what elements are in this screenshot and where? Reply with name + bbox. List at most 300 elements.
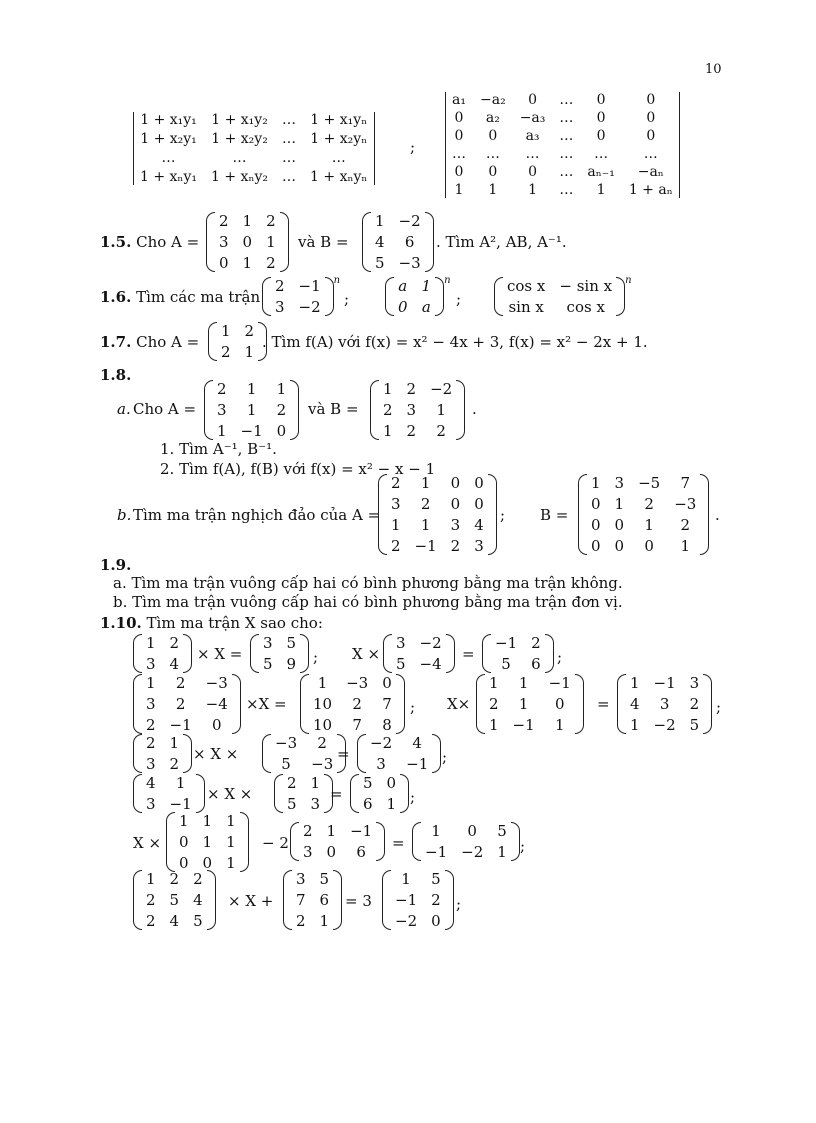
matrix-entry: 0	[591, 537, 601, 555]
matrix-entry: …	[559, 146, 574, 162]
matrix-entry: sin x	[508, 298, 544, 316]
eq4-right	[617, 674, 712, 734]
matrix-entry: …	[282, 131, 297, 147]
eq6-a	[133, 774, 205, 813]
matrix-entry: 6	[404, 233, 415, 251]
matrix-entry: 0	[179, 833, 189, 851]
matrix-entry: 0	[614, 537, 625, 555]
matrix-entry: 4	[412, 734, 422, 752]
matrix-entry: …	[525, 146, 540, 162]
problem-text: b. Tìm ma trận vuông cấp hai có bình phương bằng ma trận đơn vị.	[113, 593, 623, 611]
eq8-a	[133, 870, 216, 930]
matrix-entry: 1	[202, 833, 213, 851]
matrix-entry: 1	[317, 674, 328, 692]
matrix-entry: 2	[287, 774, 297, 792]
matrix-entry: 1	[169, 734, 180, 752]
problem-1-5-label: 1.5.	[100, 233, 132, 251]
matrix-entry: 2	[436, 422, 446, 440]
problem-text: . Tìm f(A) với f(x) = x² − 4x + 3, f(x) = x² − 2x + 1.	[262, 333, 648, 351]
matrix-entry: 4	[146, 774, 156, 792]
eq2-left	[383, 634, 455, 673]
matrix-entry: 5	[263, 655, 273, 673]
matrix-entry: 1	[276, 380, 287, 398]
matrix-entry: 1	[246, 401, 257, 419]
matrix-entry: 1	[326, 822, 337, 840]
matrix-entry: 5	[286, 634, 297, 652]
matrix-entry: 3	[296, 870, 306, 888]
matrix-entry: 1	[489, 674, 499, 692]
matrix-entry: 0	[474, 495, 484, 513]
eq3-left	[133, 674, 241, 734]
matrix-entry: 0	[202, 854, 213, 872]
matrix-entry: 2	[644, 495, 654, 513]
matrix-entry: 1 + x₁yₙ	[310, 112, 368, 128]
matrix-entry: 2	[276, 401, 287, 419]
eq5-right	[357, 734, 441, 773]
matrix-entry: 2	[317, 734, 327, 752]
matrix-entry: 3	[450, 516, 461, 534]
matrix-entry: 5	[169, 891, 180, 909]
matrix-entry: 2	[680, 516, 691, 534]
matrix-entry: 0	[326, 843, 337, 861]
matrix-entry: 2	[175, 674, 186, 692]
matrix-entry: 5	[363, 774, 373, 792]
problem-text: Cho A =	[133, 400, 197, 418]
matrix-entry: aₙ₋₁	[587, 164, 615, 180]
matrix-entry: 5	[501, 655, 511, 673]
matrix-entry: 1	[179, 812, 189, 830]
matrix-entry: 1 + x₂y₂	[211, 131, 268, 147]
matrix-entry: 5	[193, 912, 203, 930]
matrix-entry: 0	[242, 233, 253, 251]
matrix-entry: 5	[281, 755, 291, 773]
matrix-entry: 0	[398, 298, 408, 316]
problem-text: B =	[540, 506, 569, 524]
matrix-entry: 3	[689, 674, 700, 692]
matrix-entry: cos x	[507, 277, 546, 295]
matrix-entry: 6	[531, 655, 541, 673]
matrix-entry: a₃	[525, 128, 540, 144]
matrix-entry: 2	[219, 212, 229, 230]
matrix-entry: …	[161, 150, 176, 166]
eq1-left	[133, 634, 192, 673]
matrix-entry: 2	[266, 212, 276, 230]
matrix-entry: 1	[217, 422, 227, 440]
matrix-entry: −1	[548, 674, 571, 692]
matrix-m2: a 1 0 a n	[385, 277, 451, 316]
matrix-entry: −5	[638, 474, 661, 492]
matrix-entry: 0	[528, 92, 538, 108]
matrix-entry: 1 + aₙ	[628, 182, 673, 198]
matrix-entry: …	[331, 150, 346, 166]
matrix-entry: 2	[146, 891, 156, 909]
matrix-entry: 6	[319, 891, 330, 909]
matrix-entry: −1	[425, 843, 448, 861]
matrix-entry: −2	[298, 298, 321, 316]
matrix-entry: 5	[375, 254, 385, 272]
matrix-entry: 3	[474, 537, 484, 555]
eq5-b	[262, 734, 346, 773]
matrix-entry: 1	[431, 822, 441, 840]
matrix-entry: −1	[512, 716, 535, 734]
matrix-entry: −4	[419, 655, 442, 673]
matrix-entry: 0	[450, 495, 461, 513]
eq7-right	[412, 822, 520, 861]
matrix-entry: 3	[146, 655, 156, 673]
matrix-b2	[578, 474, 709, 555]
matrix-entry: 2	[406, 380, 417, 398]
matrix-entry: 0	[454, 110, 464, 126]
matrix-entry: −1	[350, 822, 373, 840]
matrix-entry: 0	[591, 495, 601, 513]
matrix-entry: a	[421, 298, 431, 316]
eq2-right	[482, 634, 554, 673]
matrix-entry: 5	[497, 822, 507, 840]
matrix-entry: −a₃	[519, 110, 546, 126]
matrix-entry: 1	[420, 474, 431, 492]
matrix-entry: 1	[146, 634, 156, 652]
matrix-entry: −aₙ	[637, 164, 664, 180]
matrix-entry: 2	[146, 912, 156, 930]
matrix-entry: 1	[226, 812, 236, 830]
matrix-entry: −3	[205, 674, 228, 692]
matrix-entry: 2	[275, 277, 285, 295]
matrix-entry: 3	[396, 634, 406, 652]
matrix-entry: 2	[391, 474, 401, 492]
matrix-entry: …	[559, 110, 574, 126]
eq3-right	[300, 674, 405, 734]
problem-text: Tìm các ma trận	[136, 288, 261, 306]
matrix-entry: 4	[169, 912, 180, 930]
matrix-entry: 0	[211, 716, 222, 734]
matrix-entry: a₂	[485, 110, 500, 126]
matrix-entry: 7	[296, 891, 306, 909]
problem-1-8-label: 1.8.	[100, 366, 132, 384]
matrix-entry: 2	[531, 634, 541, 652]
matrix-entry: …	[452, 146, 466, 162]
matrix-entry: 0	[431, 912, 441, 930]
matrix-entry: 2	[303, 822, 313, 840]
matrix-entry: 3	[263, 634, 273, 652]
matrix-entry: 1 + x₁y₁	[140, 112, 197, 128]
eq1-right	[250, 634, 309, 673]
matrix-entry: …	[232, 150, 247, 166]
matrix-entry: 0	[488, 128, 498, 144]
matrix-entry: 4	[169, 655, 180, 673]
matrix-entry: 2	[169, 755, 180, 773]
matrix-entry: −3	[275, 734, 298, 752]
matrix-entry: …	[282, 112, 297, 128]
matrix-entry: 0	[646, 110, 656, 126]
matrix-entry: 1	[436, 401, 446, 419]
matrix-entry: 5	[319, 870, 330, 888]
matrix-entry: 1	[630, 674, 640, 692]
matrix-entry: 1	[244, 343, 255, 361]
matrix-entry: cos x	[566, 298, 605, 316]
matrix-entry: 1	[383, 422, 393, 440]
matrix-entry: 0	[646, 128, 656, 144]
determinant-2	[445, 92, 680, 198]
matrix-entry: −4	[205, 695, 228, 713]
matrix-entry: 2	[383, 401, 393, 419]
matrix-entry: 4	[375, 233, 385, 251]
matrix-entry: 0	[596, 110, 606, 126]
matrix-m3: cos x − sin x sin x cos x n	[494, 277, 632, 316]
matrix-entry: −1	[169, 795, 192, 813]
matrix-entry: 1 + x₂y₁	[140, 131, 197, 147]
matrix-entry: 3	[310, 795, 321, 813]
matrix-entry: 1	[146, 870, 156, 888]
matrix-a2	[378, 474, 497, 555]
matrix-entry: 0	[219, 254, 229, 272]
matrix-entry: 0	[450, 474, 461, 492]
matrix-entry: 1	[518, 674, 529, 692]
matrix-entry: 2	[169, 634, 180, 652]
matrix-entry: 0	[474, 474, 484, 492]
matrix-a	[208, 322, 267, 361]
matrix-entry: 3	[659, 695, 670, 713]
matrix-entry: 7	[352, 716, 362, 734]
matrix-entry: 2	[296, 912, 306, 930]
problem-text: Cho A =	[136, 233, 200, 251]
matrix-entry: 1	[391, 516, 401, 534]
matrix-entry: −3	[346, 674, 369, 692]
matrix-entry: a	[398, 277, 408, 295]
matrix-entry: 2	[244, 322, 255, 340]
matrix-entry: 1	[266, 233, 276, 251]
matrix-entry: −2	[395, 912, 418, 930]
matrix-entry: 0	[554, 695, 565, 713]
matrix-entry: 0	[591, 516, 601, 534]
matrix-entry: −2	[370, 734, 393, 752]
matrix-entry: 3	[303, 843, 313, 861]
matrix-entry: 3	[391, 495, 401, 513]
matrix-entry: 0	[488, 164, 498, 180]
matrix-entry: −1	[653, 674, 676, 692]
matrix-entry: 2	[450, 537, 461, 555]
matrix-entry: 0	[454, 164, 464, 180]
matrix-entry: 3	[146, 755, 156, 773]
matrix-entry: 2	[489, 695, 499, 713]
matrix-entry: 1	[226, 833, 236, 851]
problem-1-6-label: 1.6.	[100, 288, 132, 306]
matrix-entry: 2	[266, 254, 276, 272]
matrix-entry: −3	[311, 755, 334, 773]
problem-1-7-label: 1.7.	[100, 333, 132, 351]
eq7-a	[166, 812, 249, 872]
matrix-b	[362, 212, 434, 272]
matrix-entry: 0	[179, 854, 189, 872]
matrix-m1: 2 −1 3 −2 n	[262, 277, 340, 316]
matrix-entry: 1	[319, 912, 330, 930]
matrix-entry: 2	[431, 891, 441, 909]
matrix-entry: −a₂	[480, 92, 506, 108]
problem-text: và B =	[298, 233, 349, 251]
matrix-entry: −3	[674, 495, 697, 513]
matrix-entry: 3	[406, 401, 417, 419]
matrix-entry: 1	[454, 182, 464, 198]
matrix-entry: 0	[646, 92, 656, 108]
matrix-entry: …	[485, 146, 500, 162]
matrix-entry: 5	[287, 795, 297, 813]
eq4-left	[476, 674, 584, 734]
matrix-entry: 2	[391, 537, 401, 555]
matrix-entry: 1	[644, 516, 654, 534]
matrix-entry: 3	[217, 401, 227, 419]
matrix-entry: 2	[406, 422, 417, 440]
problem-text: 2. Tìm f(A), f(B) với f(x) = x² − x − 1	[160, 460, 436, 478]
matrix-entry: −2	[653, 716, 676, 734]
matrix-entry: −2	[461, 843, 484, 861]
matrix-entry: 2	[420, 495, 431, 513]
matrix-entry: −1	[240, 422, 263, 440]
matrix-entry: …	[559, 164, 574, 180]
matrix-a	[204, 380, 299, 440]
matrix-entry: 1	[383, 380, 393, 398]
matrix-entry: 10	[313, 716, 333, 734]
matrix-entry: 1 + xₙy₁	[140, 169, 198, 185]
matrix-entry: 3	[146, 695, 156, 713]
matrix-entry: 0	[382, 674, 392, 692]
eq6-b	[274, 774, 333, 813]
matrix-entry: 3	[275, 298, 285, 316]
matrix-entry: …	[282, 169, 297, 185]
matrix-entry: 2	[217, 380, 227, 398]
matrix-entry: 0	[614, 516, 625, 534]
matrix-entry: 10	[313, 695, 333, 713]
matrix-entry: 6	[363, 795, 373, 813]
matrix-entry: 0	[596, 92, 606, 108]
matrix-entry: 1	[591, 474, 601, 492]
matrix-entry: 1	[242, 212, 253, 230]
matrix-entry: −1	[406, 755, 429, 773]
matrix-entry: 2	[689, 695, 700, 713]
matrix-entry: 2	[146, 716, 156, 734]
matrix-entry: 1 + xₙyₙ	[310, 169, 368, 185]
matrix-entry: 1	[518, 695, 529, 713]
matrix-entry: 7	[382, 695, 392, 713]
matrix-entry: 0	[528, 164, 538, 180]
matrix-entry: 6	[356, 843, 366, 861]
matrix-entry: 1	[226, 854, 236, 872]
matrix-entry: 3	[614, 474, 625, 492]
matrix-entry: −1	[298, 277, 321, 295]
matrix-entry: 8	[382, 716, 392, 734]
matrix-entry: 1	[386, 795, 397, 813]
matrix-entry: …	[559, 128, 574, 144]
matrix-entry: −3	[398, 254, 421, 272]
matrix-a	[206, 212, 289, 272]
matrix-entry: 1	[596, 182, 606, 198]
matrix-entry: …	[559, 182, 574, 198]
matrix-entry: −2	[430, 380, 453, 398]
matrix-entry: 1	[554, 716, 565, 734]
matrix-entry: 0	[596, 128, 606, 144]
matrix-entry: 0	[644, 537, 654, 555]
matrix-entry: −1	[495, 634, 518, 652]
matrix-entry: 1	[614, 495, 625, 513]
matrix-entry: …	[643, 146, 658, 162]
matrix-entry: 1	[497, 843, 507, 861]
matrix-entry: 4	[193, 891, 203, 909]
problem-text: a. Tìm ma trận vuông cấp hai có bình phương bằng ma trận không.	[113, 574, 623, 592]
matrix-entry: 1 + x₂yₙ	[310, 131, 368, 147]
eq6-right	[350, 774, 409, 813]
matrix-entry: 2	[193, 870, 203, 888]
matrix-entry: 1	[630, 716, 640, 734]
matrix-entry: 4	[630, 695, 640, 713]
matrix-entry: 1	[175, 774, 186, 792]
matrix-entry: −1	[395, 891, 418, 909]
matrix-entry: 1	[420, 516, 431, 534]
matrix-entry: 9	[286, 655, 297, 673]
matrix-entry: …	[594, 146, 609, 162]
matrix-entry: 1 + xₙy₂	[211, 169, 269, 185]
matrix-entry: 1	[680, 537, 691, 555]
matrix-entry: 1	[202, 812, 213, 830]
matrix-entry: 2	[146, 734, 156, 752]
matrix-entry: a₁	[452, 92, 466, 108]
matrix-entry: 2	[169, 870, 180, 888]
eq5-a	[133, 734, 192, 773]
matrix-entry: −1	[169, 716, 192, 734]
matrix-entry: 0	[454, 128, 464, 144]
matrix-entry: 0	[386, 774, 397, 792]
matrix-entry: 4	[474, 516, 484, 534]
matrix-entry: 1	[246, 380, 257, 398]
matrix-entry: 1	[146, 674, 156, 692]
matrix-entry: 1	[242, 254, 253, 272]
problem-text: Tìm ma trận X sao cho:	[146, 614, 323, 632]
matrix-entry: 0	[276, 422, 287, 440]
matrix-entry: 2	[352, 695, 362, 713]
matrix-entry: 5	[689, 716, 700, 734]
matrix-entry: 1	[421, 277, 432, 295]
eq7-b	[290, 822, 385, 861]
matrix-b	[370, 380, 465, 440]
matrix-entry: 1	[221, 322, 231, 340]
problem-text: . Tìm A², AB, A⁻¹.	[436, 233, 567, 251]
matrix-entry: 1	[489, 716, 499, 734]
matrix-entry: …	[559, 92, 574, 108]
matrix-entry: −1	[414, 537, 437, 555]
matrix-entry: 1	[401, 870, 411, 888]
matrix-entry: 1	[310, 774, 321, 792]
problem-text: và B =	[308, 400, 359, 418]
matrix-entry: 2	[221, 343, 231, 361]
page-number: 10	[705, 62, 722, 77]
problem-1-10-label: 1.10.	[100, 614, 142, 632]
eq8-right	[382, 870, 454, 930]
matrix-entry: −2	[398, 212, 421, 230]
eq8-b	[283, 870, 342, 930]
matrix-entry: 3	[376, 755, 386, 773]
problem-text: Tìm ma trận nghịch đảo của A =	[133, 506, 381, 524]
matrix-entry: …	[282, 150, 297, 166]
matrix-entry: 0	[467, 822, 477, 840]
matrix-entry: 1	[375, 212, 385, 230]
problem-text: 1. Tìm A⁻¹, B⁻¹.	[160, 440, 277, 458]
problem-1-9-label: 1.9.	[100, 556, 132, 574]
matrix-entry: 3	[219, 233, 229, 251]
matrix-entry: 3	[146, 795, 156, 813]
matrix-entry: −2	[419, 634, 442, 652]
determinant-1	[133, 112, 375, 185]
matrix-entry: 1	[488, 182, 498, 198]
problem-text: Cho A =	[136, 333, 200, 351]
matrix-entry: 7	[680, 474, 691, 492]
matrix-entry: 2	[175, 695, 186, 713]
